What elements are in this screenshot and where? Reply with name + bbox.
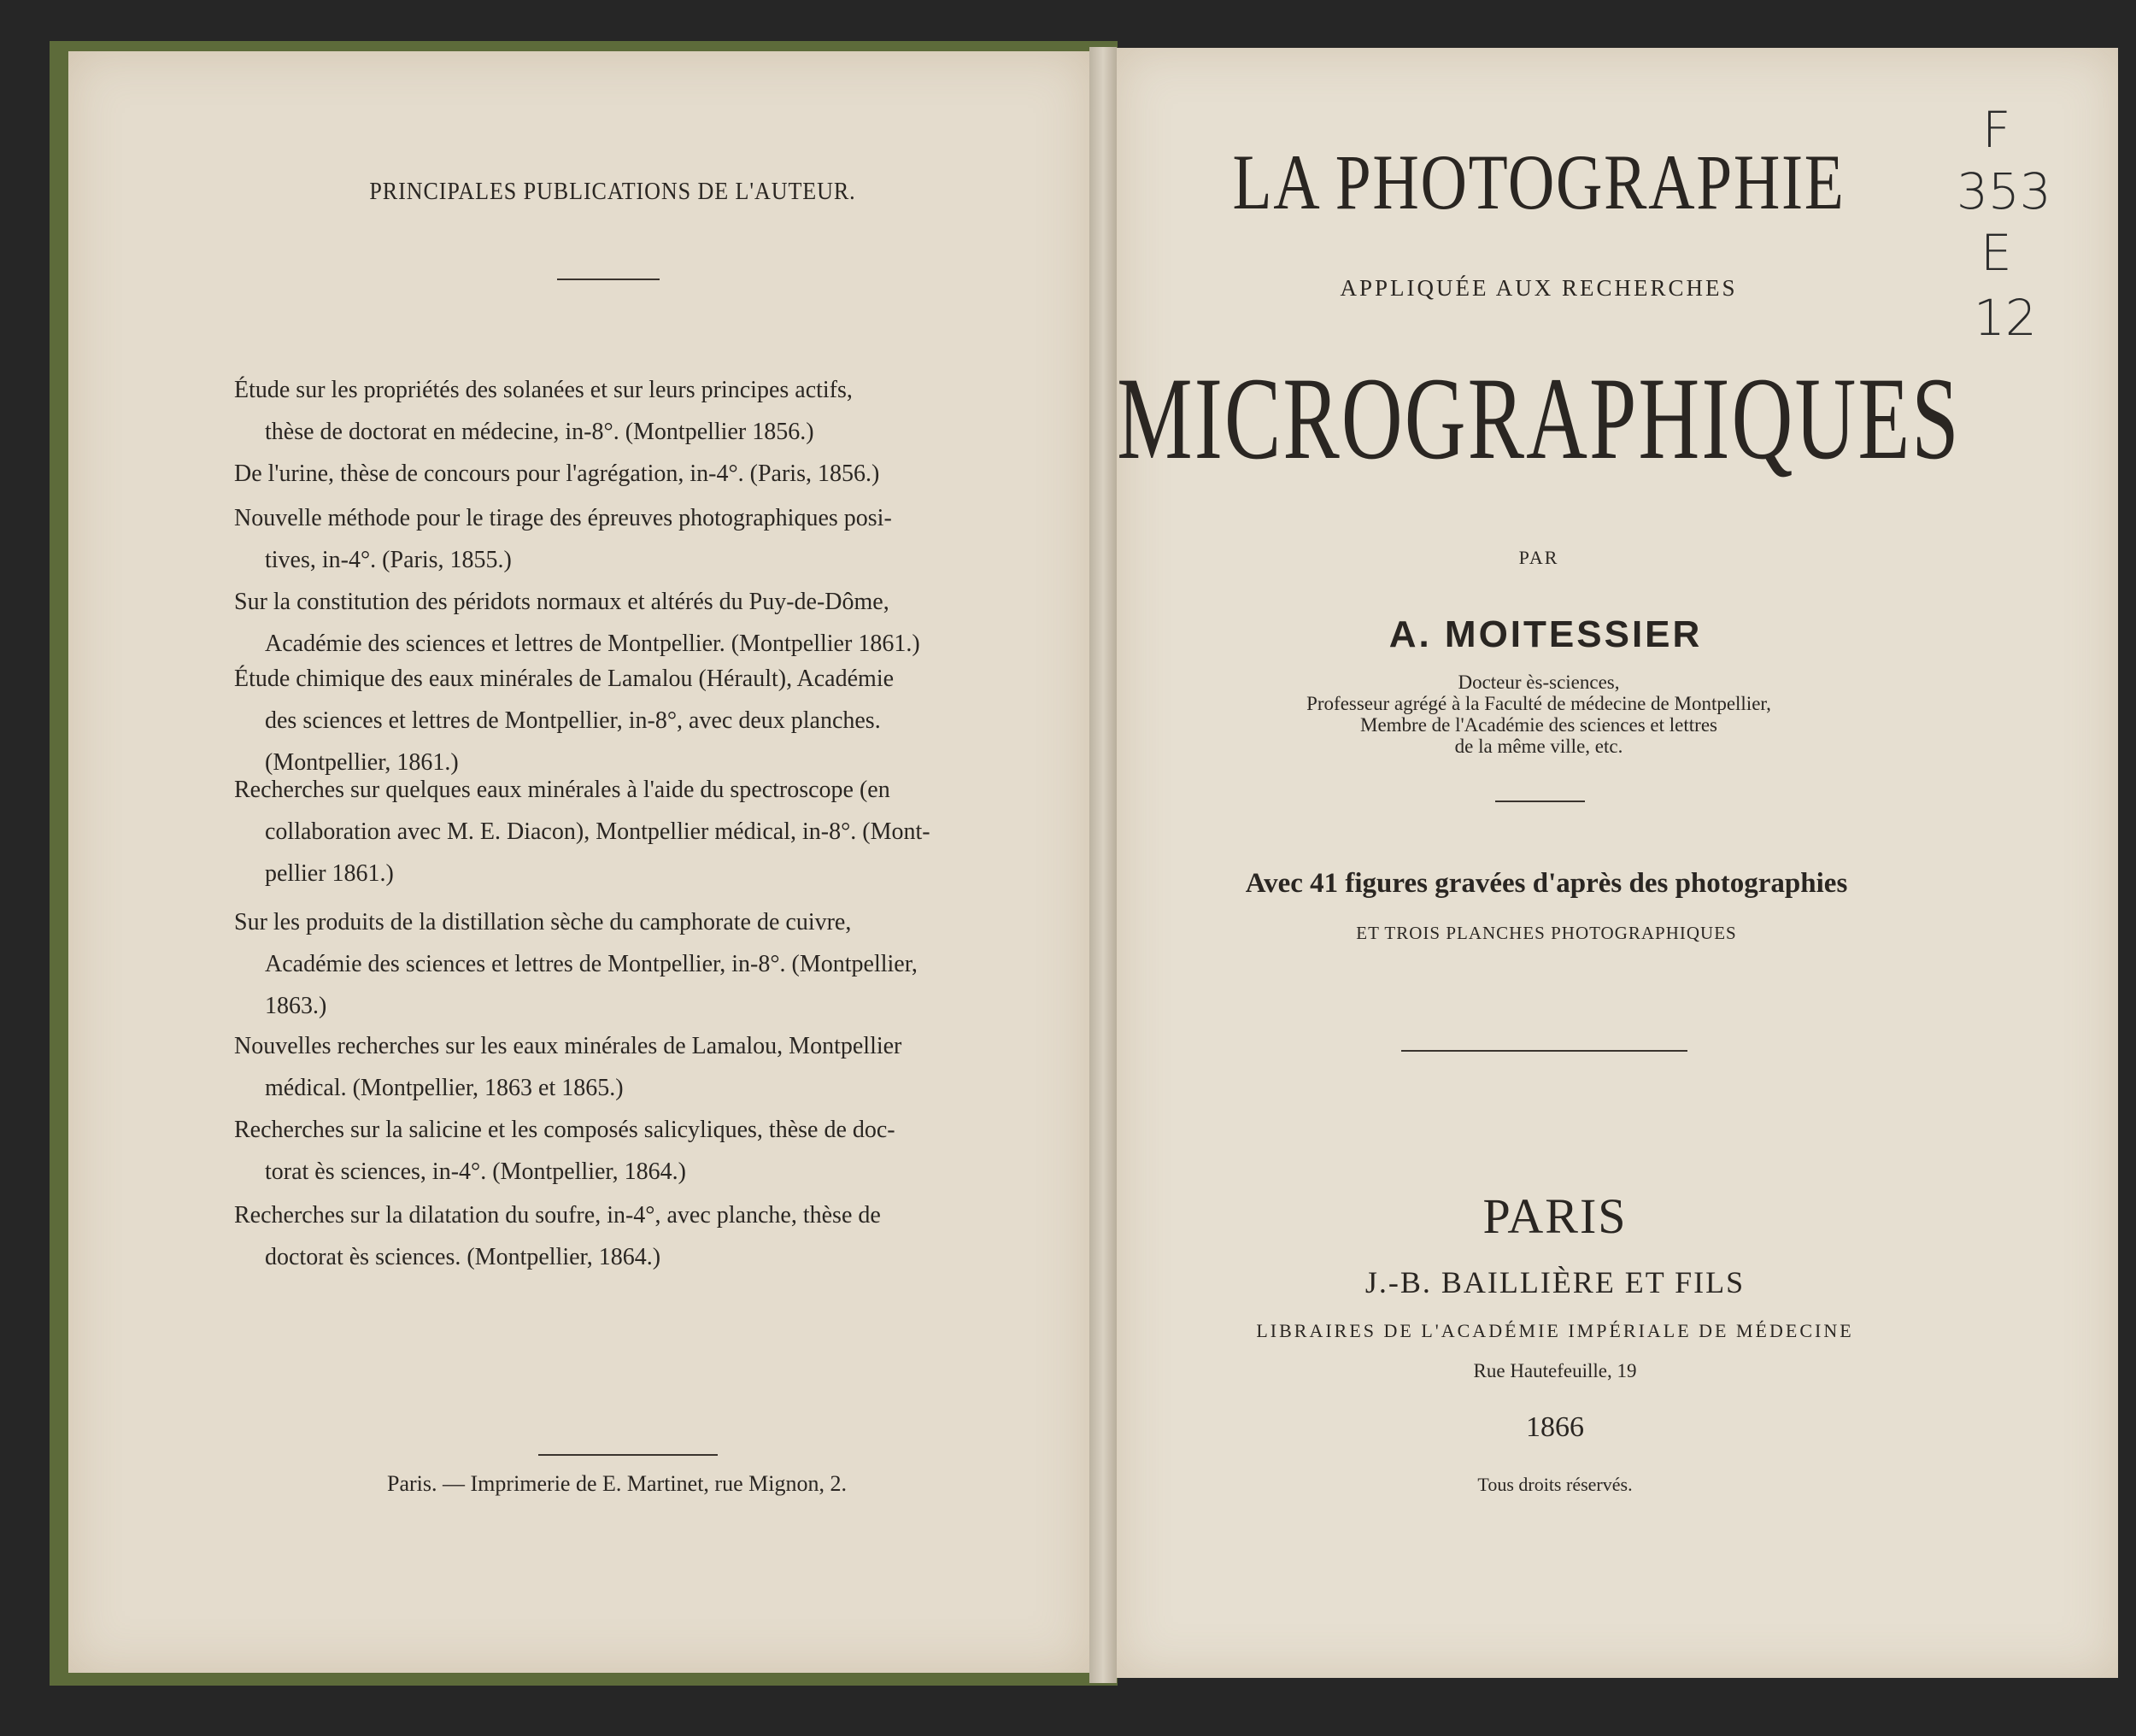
shelfmark-line: 12 <box>1974 289 2037 347</box>
publication-text: doctorat ès sciences. (Montpellier, 1864.) <box>265 1244 661 1270</box>
publication-text: Étude sur les propriétés des solanées et sur leurs principes actifs, <box>234 377 853 403</box>
publication-text: Académie des sciences et lettres de Montpellier. (Montpellier 1861.) <box>265 630 920 657</box>
publication-text: médical. (Montpellier, 1863 et 1865.) <box>265 1075 624 1101</box>
publication-item <box>234 497 991 581</box>
divider <box>538 1454 718 1456</box>
shelfmark-line: F <box>1982 101 2011 159</box>
publication-item <box>234 769 991 894</box>
publication-text: Étude chimique des eaux minérales de Lamalou (Hérault), Académie <box>234 666 895 692</box>
publication-item <box>234 658 991 783</box>
par-label: PAR <box>1518 547 1559 568</box>
publication-text: Sur les produits de la distillation sèche du camphorate de cuivre, <box>234 909 852 935</box>
publication-item <box>234 1109 991 1193</box>
credential-line: Membre de l'Académie des sciences et lettres <box>1360 714 1717 736</box>
publication-item <box>234 581 991 665</box>
divider <box>1401 1050 1687 1052</box>
author-name: A. MOITESSIER <box>1388 613 1703 655</box>
publication-text: 1863.) <box>265 993 327 1019</box>
publication-city: PARIS <box>1482 1188 1628 1244</box>
publication-text: De l'urine, thèse de concours pour l'agrégation, in-4°. (Paris, 1856.) <box>234 460 880 487</box>
shelfmark-line: E <box>1980 224 2012 282</box>
publication-text: Recherches sur la dilatation du soufre, in-4°, avec planche, thèse de <box>234 1202 881 1229</box>
divider <box>1495 801 1585 802</box>
publication-text: thèse de doctorat en médecine, in-8°. (Montpellier 1856.) <box>265 419 814 445</box>
publication-year: 1866 <box>1526 1411 1584 1443</box>
publication-text: des sciences et lettres de Montpellier, in-8°, avec deux planches. <box>265 707 881 734</box>
rights-note: Tous droits réservés. <box>1477 1474 1633 1495</box>
book-spine <box>1089 47 1117 1683</box>
printer-imprint: Paris. — Imprimerie de E. Martinet, rue Mignon, 2. <box>387 1471 847 1496</box>
publication-text: Nouvelle méthode pour le tirage des épreuves photographiques posi- <box>234 505 892 531</box>
publisher-name: J.-B. BAILLIÈRE ET FILS <box>1364 1265 1746 1299</box>
plates-note: ET TROIS PLANCHES PHOTOGRAPHIQUES <box>1356 923 1737 943</box>
publication-text: Recherches sur quelques eaux minérales à l'aide du spectroscope (en <box>234 777 890 803</box>
publication-text: Nouvelles recherches sur les eaux minérales de Lamalou, Montpellier <box>234 1033 902 1059</box>
book-title-2: MICROGRAPHIQUES <box>1117 353 1961 484</box>
publication-text: torat ès sciences, in-4°. (Montpellier, 1864.) <box>265 1158 686 1185</box>
credential-line: Docteur ès-sciences, <box>1458 672 1620 693</box>
publication-item <box>234 453 991 495</box>
credential-line: Professeur agrégé à la Faculté de médecine de Montpellier, <box>1306 693 1771 714</box>
publication-text: pellier 1861.) <box>265 860 394 887</box>
publication-text: Académie des sciences et lettres de Montpellier, in-8°. (Montpellier, <box>265 951 918 977</box>
divider <box>557 279 660 280</box>
publication-text: Sur la constitution des péridots normaux et altérés du Puy-de-Dôme, <box>234 589 889 615</box>
publication-text: collaboration avec M. E. Diacon), Montpellier médical, in-8°. (Mont- <box>265 818 930 845</box>
author-credentials <box>1306 672 1771 757</box>
shelfmark-line: 353 <box>1957 162 2051 220</box>
publications-heading: PRINCIPALES PUBLICATIONS DE L'AUTEUR. <box>369 178 856 205</box>
credential-line: de la même ville, etc. <box>1454 736 1623 757</box>
publication-item <box>234 369 991 453</box>
publisher-description: LIBRAIRES DE L'ACADÉMIE IMPÉRIALE DE MÉDECINE <box>1256 1320 1854 1341</box>
book-title: LA PHOTOGRAPHIE <box>1232 138 1846 226</box>
publication-text: tives, in-4°. (Paris, 1855.) <box>265 547 512 573</box>
figures-note: Avec 41 figures gravées d'après des photographies <box>1245 868 1848 899</box>
publication-item <box>234 1025 991 1109</box>
publication-text: (Montpellier, 1861.) <box>265 749 459 776</box>
book-subtitle: APPLIQUÉE AUX RECHERCHES <box>1340 275 1738 301</box>
publication-item <box>234 1194 991 1278</box>
publication-item <box>234 901 991 1027</box>
publication-text: Recherches sur la salicine et les composés salicyliques, thèse de doc- <box>234 1117 895 1143</box>
publisher-address: Rue Hautefeuille, 19 <box>1473 1360 1637 1381</box>
